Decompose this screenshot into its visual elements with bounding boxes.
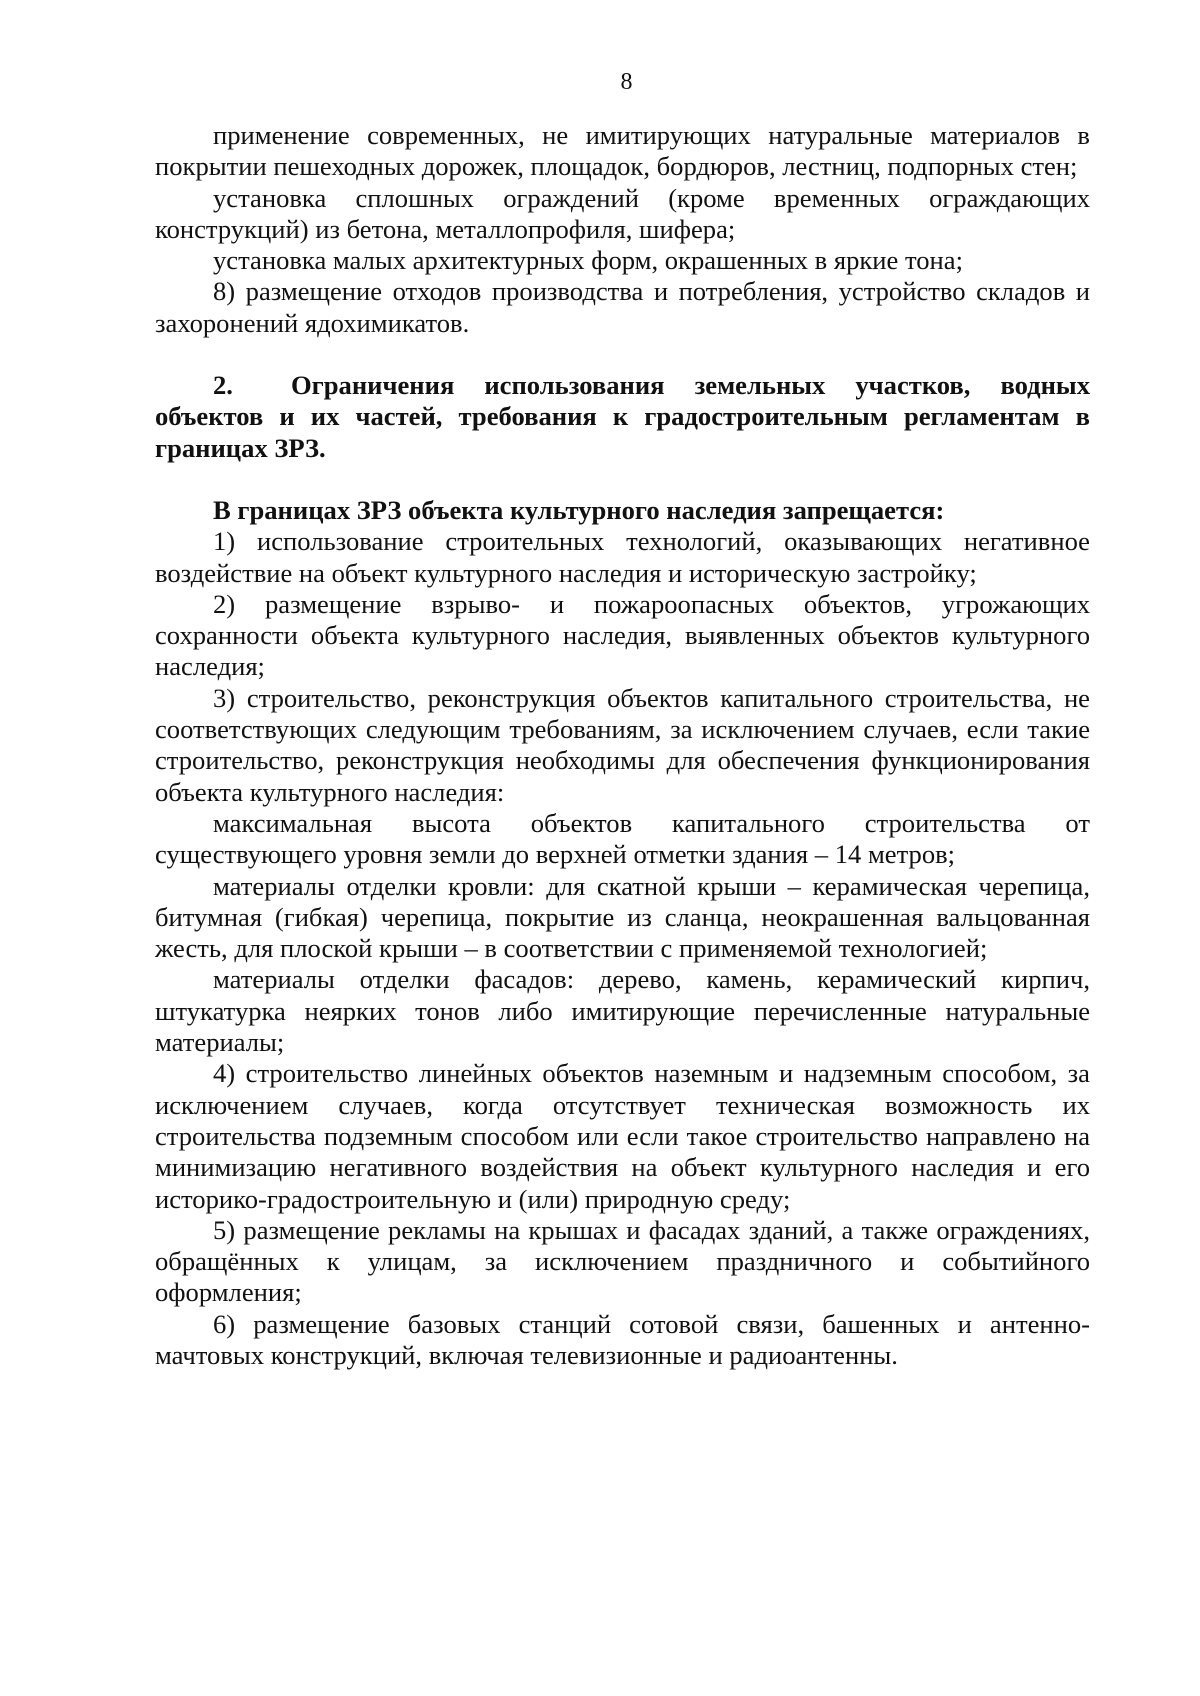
list-item: 1) использование строительных технологий, оказывающих негативное воздействие на объект культурного наследия и историческую застройку; <box>155 526 1090 588</box>
list-item: 5) размещение рекламы на крышах и фасадах зданий, а также ограждениях, обращённых к улицам, за исключением праздничного и событийного оформления; <box>155 1214 1090 1308</box>
paragraph: установка сплошных ограждений (кроме временных ограждающих конструкций) из бетона, металлопрофиля, шифера; <box>155 182 1090 244</box>
list-item: 6) размещение базовых станций сотовой связи, башенных и антенно-мачтовых конструкций, включая телевизионные и радиоантенны. <box>155 1308 1090 1370</box>
paragraph: применение современных, не имитирующих натуральные материалов в покрытии пешеходных дорожек, площадок, бордюров, лестниц, подпорных стен; <box>155 120 1090 182</box>
list-item: максимальная высота объектов капитального строительства от существующего уровня земли до верхней отметки здания – 14 метров; <box>155 807 1090 870</box>
list-item: 4) строительство линейных объектов наземным и надземным способом, за исключением случаев, когда отсутствует техническая возможность их строительства подземным способом или если такое строительство направлено на минимизацию негативного воздействия на объект культурного наследия и его историко-градостроительную и (или) природную среду; <box>155 1058 1090 1214</box>
section-title: Ограничения использования земельных участков, водных объектов и их частей, требования к градостроительным регламентам в границах ЗРЗ. <box>155 370 1090 463</box>
section-number: 2. <box>213 370 233 401</box>
page-number: 8 <box>620 69 633 95</box>
section-heading <box>155 370 1090 464</box>
subheading: В границах ЗРЗ объекта культурного наследия запрещается: <box>213 494 945 525</box>
paragraph: 8) размещение отходов производства и потребления, устройство складов и захоронений ядохимикатов. <box>155 276 1090 338</box>
list-item: материалы отделки кровли: для скатной крыши – керамическая черепица, битумная (гибкая) черепица, покрытие из сланца, неокрашенная вальцованная жесть, для плоской крыши – в соответствии с применяемой технологией; <box>155 870 1090 964</box>
list-item: материалы отделки фасадов: дерево, камень, керамический кирпич, штукатурка неярких тонов либо имитирующие перечисленные натуральные материалы; <box>155 964 1090 1058</box>
list-item: 2) размещение взрыво- и пожароопасных объектов, угрожающих сохранности объекта культурного наследия, выявленных объектов культурного наследия; <box>155 588 1090 682</box>
document-body <box>155 120 1090 1371</box>
list-item: 3) строительство, реконструкция объектов капитального строительства, не соответствующих следующим требованиям, за исключением случаев, если такие строительство, реконструкция необходимы для обеспечения функционирования объекта культурного наследия: <box>155 682 1090 807</box>
paragraph: установка малых архитектурных форм, окрашенных в яркие тона; <box>213 245 963 276</box>
